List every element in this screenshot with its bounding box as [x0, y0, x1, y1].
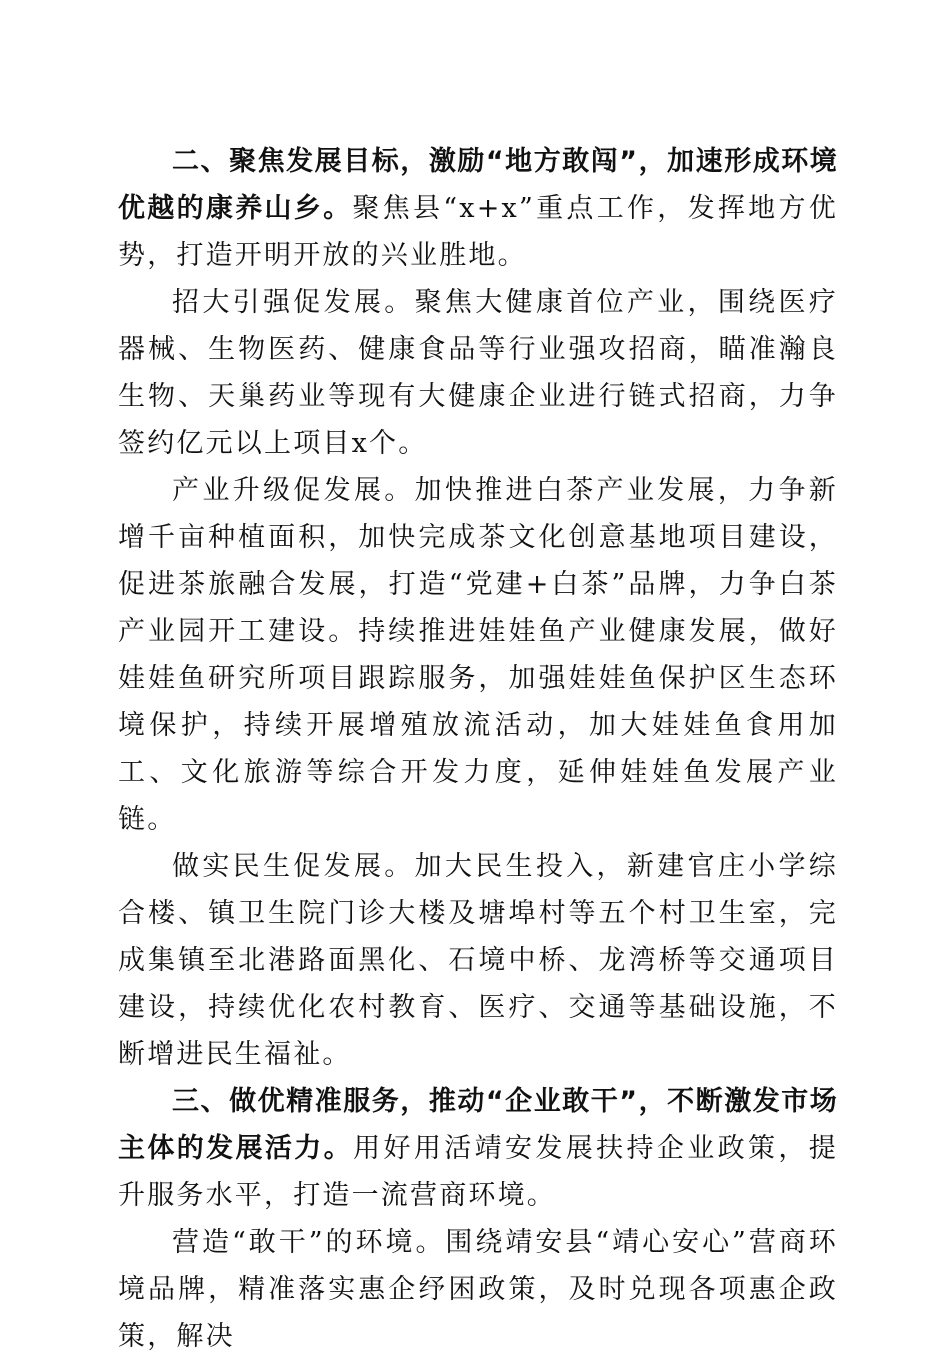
- paragraph-section-two: [118, 138, 838, 279]
- paragraph-text: 做实民生促发展。加大民生投入，新建官庄小学综合楼、镇卫生院门诊大楼及塘埠村等五个村卫生室，完成集镇至北港路面黑化、石境中桥、龙湾桥等交通项目建设，持续优化农村教育、医疗、交通等基础设施，不断增进民生福祉。: [118, 851, 838, 1070]
- paragraph-section-three: [118, 1078, 838, 1219]
- paragraph-text: 招大引强促发展。聚焦大健康首位产业，围绕医疗器械、生物医药、健康食品等行业强攻招商，瞄准瀚良生物、天巢药业等现有大健康企业进行链式招商，力争签约亿元以上项目x个。: [118, 287, 838, 459]
- section-intro-two: 聚焦县“x+x”重点工作，发挥地方优势，打造开明开放的兴业胜地。: [118, 193, 838, 271]
- section-intro-three: 用好用活靖安发展扶持企业政策，提升服务水平，打造一流营商环境。: [118, 1133, 838, 1211]
- paragraph-text: 营造“敢干”的环境。围绕靖安县“靖心安心”营商环境品牌，精准落实惠企纾困政策，及时兑现各项惠企政策，解决: [118, 1227, 838, 1352]
- paragraph-environment: [118, 1219, 838, 1360]
- paragraph-text: 产业升级促发展。加快推进白茶产业发展，力争新增千亩种植面积，加快完成茶文化创意基地项目建设，促进茶旅融合发展，打造“党建+白茶”品牌，力争白茶产业园开工建设。持续推进娃娃鱼产业健康发展，做好娃娃鱼研究所项目跟踪服务，加强娃娃鱼保护区生态环境保护，持续开展增殖放流活动，加大娃娃鱼食用加工、文化旅游等综合开发力度，延伸娃娃鱼发展产业链。: [118, 475, 838, 835]
- section-heading-three: 三、做优精准服务，推动“企业敢干”，不断激发市场主体的发展活力。: [118, 1086, 838, 1164]
- paragraph-livelihood: [118, 843, 838, 1078]
- paragraph-investment: [118, 279, 838, 467]
- section-heading-two: 二、聚焦发展目标，激励“地方敢闯”，加速形成环境优越的康养山乡。: [118, 146, 838, 224]
- document-body: [118, 138, 838, 1360]
- paragraph-industry-upgrade: [118, 467, 838, 843]
